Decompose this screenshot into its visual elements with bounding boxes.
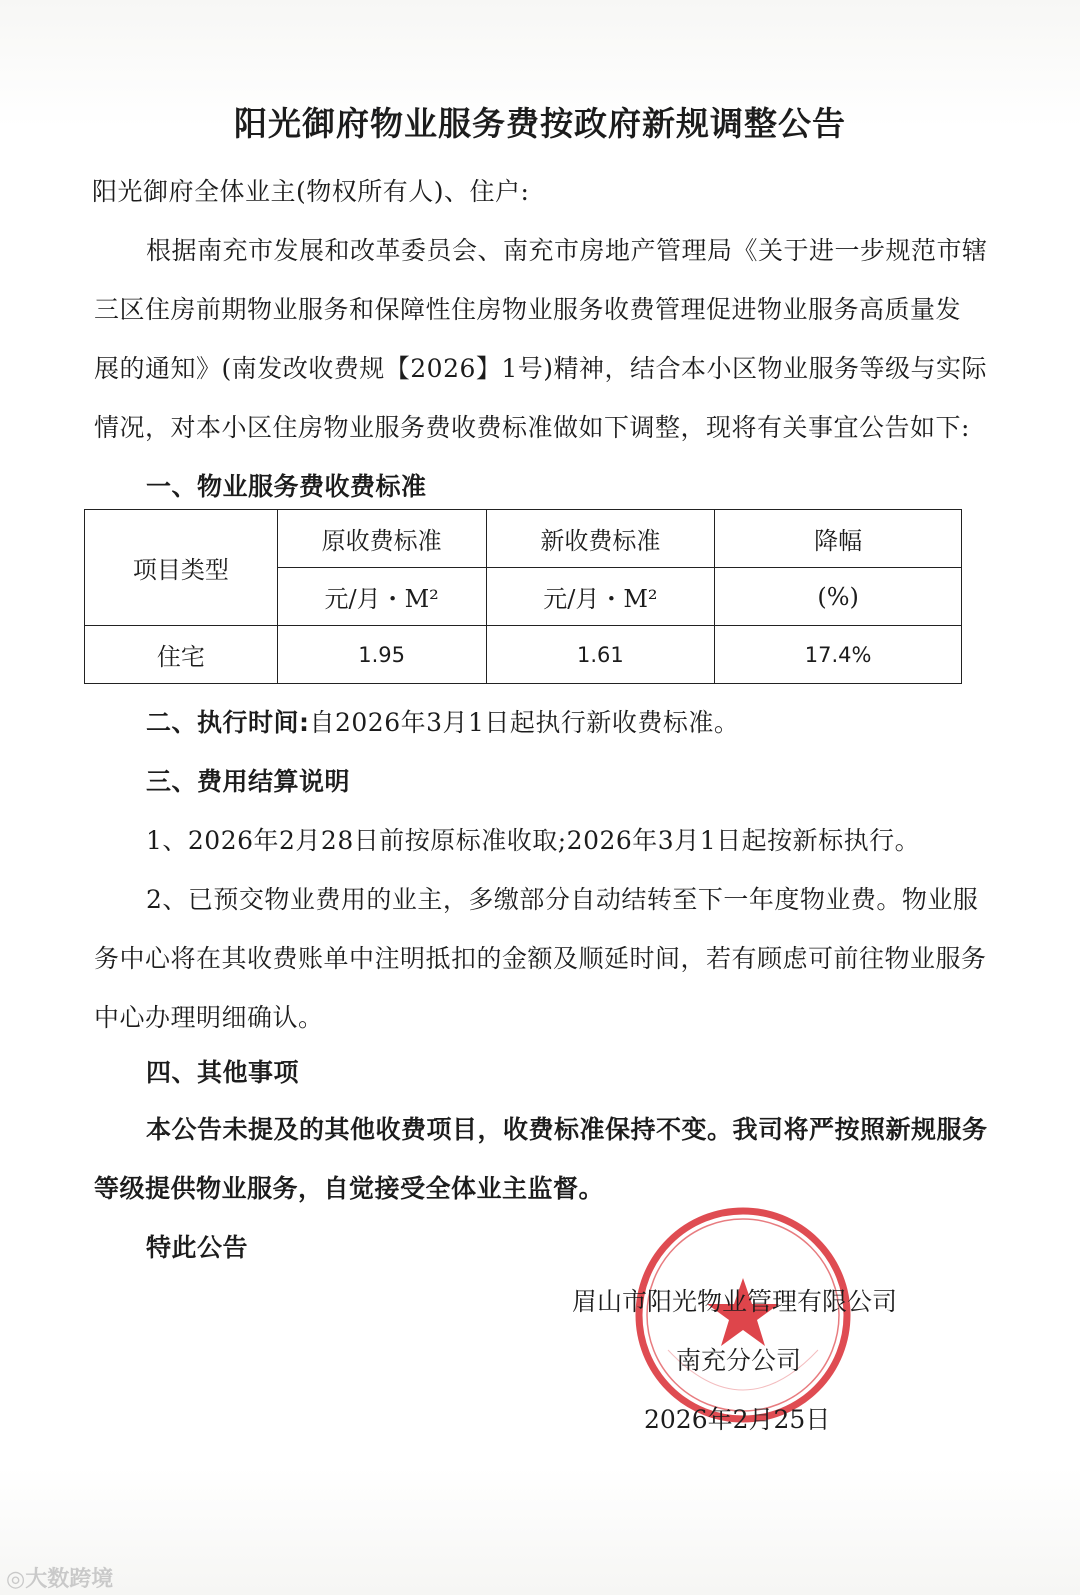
new-value: 1.61 (486, 626, 715, 684)
salutation: 阳光御府全体业主(物权所有人)、住户: (92, 177, 530, 206)
intro-line-2: 三区住房前期物业服务和保障性住房物业服务收费管理促进物业服务高质量发 (94, 295, 962, 324)
closing-text: 特此公告 (146, 1233, 249, 1262)
section4-line-2: 等级提供物业服务，自觉接受全体业主监督。 (94, 1174, 605, 1203)
unit-new: 元/月・M² (486, 568, 715, 626)
header-original-standard: 原收费标准 (277, 510, 486, 568)
settlement-item-2-line-2: 务中心将在其收费账单中注明抵扣的金额及顺延时间，若有顾虑可前往物业服务 (94, 944, 987, 973)
original-value: 1.95 (277, 626, 486, 684)
header-item-type: 项目类型 (85, 510, 278, 626)
header-decrease: 降幅 (715, 510, 962, 568)
section2 (146, 703, 739, 739)
settlement-item-1: 1、2026年2月28日前按原标准收取;2026年3月1日起按新标执行。 (146, 826, 921, 855)
section2-label: 二、执行时间: (146, 708, 310, 737)
watermark-logo-icon: ◎ (6, 1567, 26, 1592)
row-label-residential: 住宅 (85, 626, 278, 684)
page-title: 阳光御府物业服务费按政府新规调整公告 (234, 104, 846, 143)
unit-decrease: (%) (715, 568, 962, 626)
intro-line-3: 展的通知》(南发改收费规【2026】1号)精神，结合本小区物业服务等级与实际 (94, 354, 988, 383)
section4-line-1: 本公告未提及的其他收费项目，收费标准保持不变。我司将严按照新规服务 (146, 1115, 988, 1144)
settlement-item-2-line-3: 中心办理明细确认。 (94, 1003, 324, 1032)
section4-heading: 四、其他事项 (146, 1058, 300, 1087)
section1-heading: 一、物业服务费收费标准 (146, 472, 427, 501)
intro-line-1: 根据南充市发展和改革委员会、南充市房地产管理局《关于进一步规范市辖 (146, 236, 988, 265)
watermark-text: 大数跨境 (25, 1567, 114, 1592)
table-row (85, 626, 962, 684)
section3-heading: 三、费用结算说明 (146, 767, 351, 796)
company-name: 眉山市阳光物业管理有限公司 (572, 1287, 898, 1316)
fee-table (84, 509, 962, 684)
unit-original: 元/月・M² (277, 568, 486, 626)
intro-line-4: 情况，对本小区住房物业服务费收费标准做如下调整，现将有关事宜公告如下: (94, 413, 970, 442)
header-new-standard: 新收费标准 (486, 510, 715, 568)
signature-date: 2026年2月25日 (644, 1405, 831, 1434)
settlement-item-2-line-1: 2、已预交物业费用的业主，多缴部分自动结转至下一年度物业费。物业服 (146, 885, 979, 914)
watermark (6, 1562, 113, 1593)
decrease-value: 17.4% (715, 626, 962, 684)
branch-name: 南充分公司 (676, 1346, 802, 1375)
section2-text: 自2026年3月1日起执行新收费标准。 (309, 708, 740, 737)
